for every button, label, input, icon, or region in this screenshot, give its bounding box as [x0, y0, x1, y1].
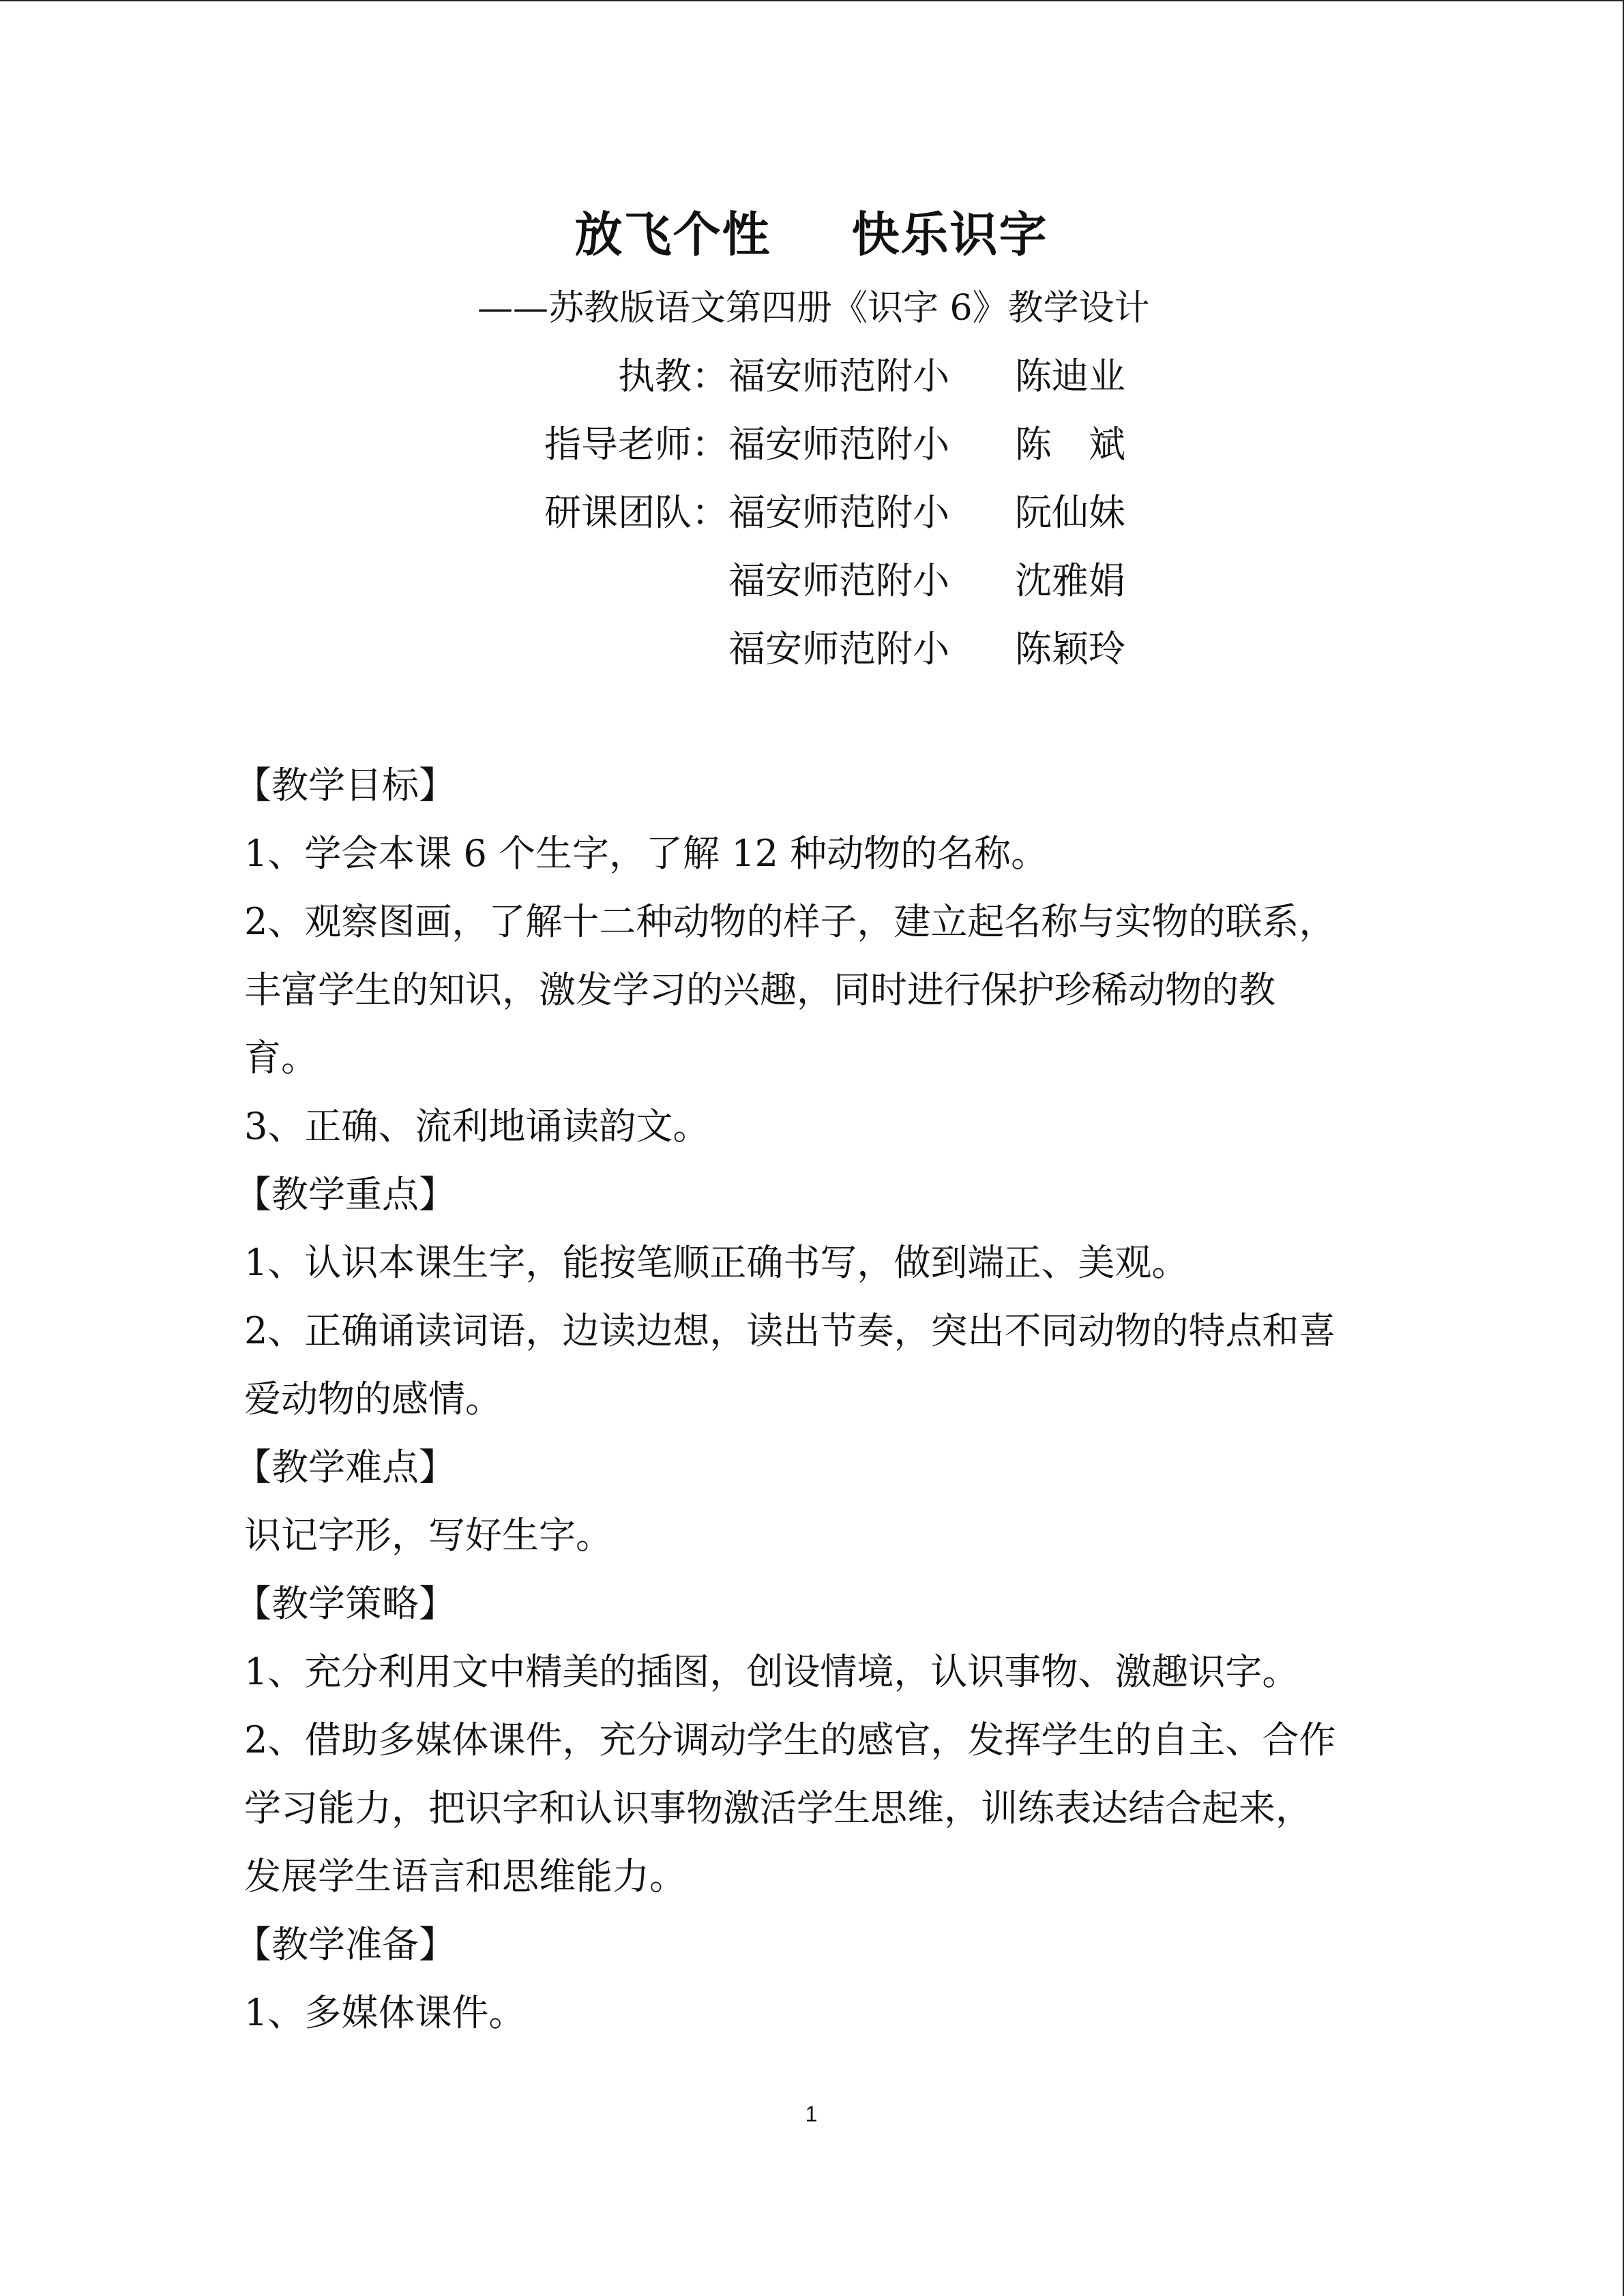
- paragraph-line: 育。: [244, 1037, 318, 1079]
- paragraph-line: 1、学会本课 6 个生字，了解 12 种动物的名称。: [244, 832, 1048, 875]
- title-part-1: 放飞个性: [574, 206, 771, 263]
- credit-role: 执教：: [618, 355, 728, 398]
- credit-school: 福安师范附小: [728, 559, 949, 602]
- credit-row: [0, 547, 1160, 615]
- paragraph-line: 爱动物的感情。: [244, 1377, 502, 1420]
- paragraph-line: 1、多媒体课件。: [244, 1991, 526, 2034]
- paragraph-line: 1、充分利用文中精美的插图，创设情境，认识事物、激趣识字。: [244, 1650, 1299, 1693]
- credit-school: 福安师范附小: [728, 491, 949, 534]
- credit-person: 陈 斌: [1015, 423, 1125, 466]
- credit-role: 研课团队：: [544, 491, 728, 534]
- paragraph-line: 识记字形，写好生字。: [244, 1514, 612, 1557]
- paragraph-line: 2、正确诵读词语，边读边想，读出节奏，突出不同动物的特点和喜: [244, 1309, 1336, 1352]
- paragraph-line: 发展学生语言和思维能力。: [244, 1855, 686, 1898]
- paragraph-line: 2、观察图画，了解十二种动物的样子，建立起名称与实物的联系，: [244, 900, 1336, 943]
- credit-school: 福安师范附小: [728, 355, 949, 398]
- section-heading-difficulties: 【教学难点】: [235, 1446, 456, 1489]
- paragraph-line: 2、借助多媒体课件，充分调动学生的感官，发挥学生的自主、合作: [244, 1718, 1336, 1761]
- credit-person: 陈颖玲: [1015, 627, 1125, 670]
- credit-row: [0, 479, 1160, 547]
- credit-person: 陈迪业: [1015, 355, 1125, 398]
- paragraph-line: 1、认识本课生字，能按笔顺正确书写，做到端正、美观。: [244, 1241, 1189, 1284]
- credit-role: 指导老师：: [544, 423, 728, 466]
- section-heading-goals: 【教学目标】: [235, 764, 456, 807]
- credit-person: 阮仙妹: [1015, 491, 1125, 534]
- section-heading-preparation: 【教学准备】: [235, 1923, 456, 1966]
- credit-row: [0, 615, 1160, 683]
- document-subtitle: ——苏教版语文第四册《识字 6》教学设计: [477, 288, 1150, 329]
- credit-row: [0, 342, 1160, 411]
- credit-row: [0, 411, 1160, 479]
- credit-school: 福安师范附小: [728, 627, 949, 670]
- section-heading-strategy: 【教学策略】: [235, 1582, 456, 1625]
- paragraph-line: 丰富学生的知识，激发学习的兴趣，同时进行保护珍稀动物的教: [244, 968, 1275, 1011]
- credit-school: 福安师范附小: [728, 423, 949, 466]
- title-part-2: 快乐识字: [851, 206, 1048, 263]
- document-title: [0, 200, 1623, 269]
- paragraph-line: 学习能力，把识字和认识事物激活学生思维，训练表达结合起来，: [244, 1787, 1312, 1830]
- paragraph-line: 3、正确、流利地诵读韵文。: [244, 1105, 710, 1148]
- credit-person: 沈雅娟: [1015, 559, 1125, 602]
- page-number: 1: [805, 2102, 818, 2126]
- document-body: [235, 751, 1404, 2047]
- credits-block: [0, 342, 1160, 683]
- section-heading-key-points: 【教学重点】: [235, 1173, 456, 1216]
